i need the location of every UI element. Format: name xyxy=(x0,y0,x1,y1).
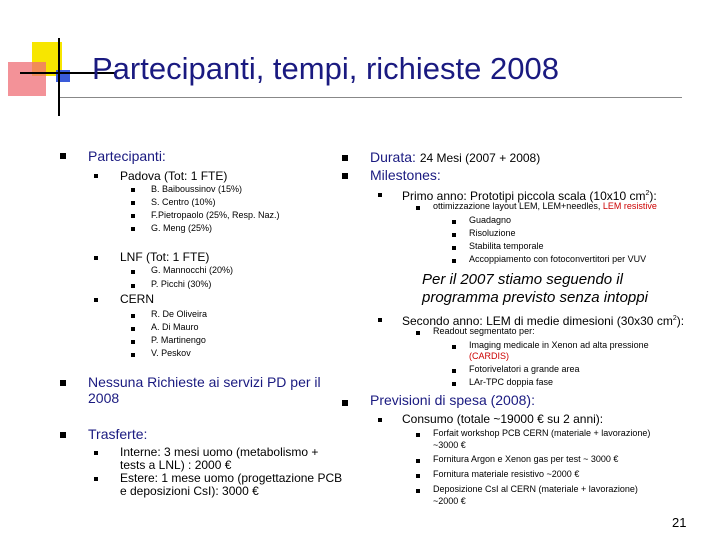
bullet-icon xyxy=(94,298,98,302)
trasferte-label: Trasferte: xyxy=(88,426,148,442)
group-cern-label: CERN xyxy=(120,292,155,306)
bullet-icon xyxy=(131,353,135,357)
primo-anno-sup: 2 xyxy=(645,190,650,197)
bullet-icon xyxy=(131,270,135,274)
trasferte-item2-line2: e deposizioni CsI): 3000 € xyxy=(120,484,259,498)
bullet-icon xyxy=(416,206,420,210)
bullet-icon xyxy=(378,418,382,422)
readout-item: LAr-TPC doppia fase xyxy=(469,377,554,387)
bullet-icon xyxy=(452,246,456,250)
bullet-icon xyxy=(342,400,348,406)
consumo-item4-line2: ~2000 € xyxy=(433,496,466,506)
member-name: F.Pietropaolo (25%, Resp. Naz.) xyxy=(151,210,280,220)
trasferte-item2-line1: Estere: 1 mese uomo (progettazione PCB xyxy=(120,471,343,485)
note-line1: Per il 2007 stiamo seguendo il xyxy=(422,271,623,288)
group-lnf-label: LNF (Tot: 1 FTE) xyxy=(120,250,210,264)
consumo-item1-line2: ~3000 € xyxy=(433,440,466,450)
trasferte-item1-line2: tests a LNL) : 2000 € xyxy=(120,458,232,472)
member-name: P. Martinengo xyxy=(151,335,206,345)
bullet-icon xyxy=(452,233,456,237)
bullet-icon xyxy=(452,382,456,386)
bullet-icon xyxy=(416,331,420,335)
trasferte-item1-line1: Interne: 3 mesi uomo (metabolismo + xyxy=(120,445,319,459)
bullet-icon xyxy=(94,174,98,178)
member-name: R. De Oliveira xyxy=(151,309,208,319)
consumo-item3: Fornitura materiale resistivo ~2000 € xyxy=(433,469,580,479)
bullet-icon xyxy=(131,314,135,318)
milestones-label: Milestones: xyxy=(370,167,441,183)
bullet-icon xyxy=(131,201,135,205)
bullet-icon xyxy=(94,451,98,455)
bullet-icon xyxy=(452,259,456,263)
bullet-icon xyxy=(416,489,420,493)
partecipanti-label: Partecipanti: xyxy=(88,148,166,164)
page-number: 21 xyxy=(672,515,687,530)
previsioni-label: Previsioni di spesa (2008): xyxy=(370,392,535,408)
bullet-icon xyxy=(416,459,420,463)
bullet-icon xyxy=(452,345,456,349)
readout-item xyxy=(469,340,689,362)
bullet-icon xyxy=(94,256,98,260)
member-name: G. Mannocchi (20%) xyxy=(151,265,234,275)
consumo-text: Consumo (totale ~19000 € su 2 anni): xyxy=(402,412,604,426)
title-underline xyxy=(60,97,682,98)
logo-vertical-line xyxy=(58,38,60,116)
ottimizzazione xyxy=(433,201,657,212)
member-name: V. Peskov xyxy=(151,348,191,358)
logo-red-square xyxy=(8,62,46,96)
bullet-icon xyxy=(60,432,66,438)
durata-label: Durata: xyxy=(370,149,416,165)
bullet-icon xyxy=(131,214,135,218)
bullet-icon xyxy=(60,380,66,386)
member-name: B. Baiboussinov (15%) xyxy=(151,184,243,194)
bullet-icon xyxy=(131,327,135,331)
bullet-icon xyxy=(452,369,456,373)
bullet-icon xyxy=(131,340,135,344)
bullet-icon xyxy=(378,193,382,197)
primo-anno-end: ): xyxy=(649,189,657,203)
consumo-item2: Fornitura Argon e Xenon gas per test ~ 3000 € xyxy=(433,454,619,464)
durata-value: 24 Mesi (2007 + 2008) xyxy=(419,151,541,165)
readout-item-text: Imaging medicale in Xenon ad alta pressione xyxy=(469,340,649,350)
readout-item: Fotorivelatori a grande area xyxy=(469,364,580,374)
secondo-anno-end: ): xyxy=(676,314,685,328)
member-name: P. Picchi (30%) xyxy=(151,279,212,289)
bullet-icon xyxy=(342,173,348,179)
secondo-anno-sup: 2 xyxy=(672,315,677,322)
group-padova-label: Padova (Tot: 1 FTE) xyxy=(120,169,228,183)
bullet-icon xyxy=(131,227,135,231)
bullet-icon xyxy=(416,433,420,437)
member-name: G. Meng (25%) xyxy=(151,223,213,233)
nessuna-line2: 2008 xyxy=(88,390,120,406)
consumo-item4-line1: Deposizione CsI al CERN (materiale + lavorazione) xyxy=(433,484,638,494)
member-name: S. Centro (10%) xyxy=(151,197,216,207)
nessuna-line1: Nessuna Richieste ai servizi PD per il xyxy=(88,374,321,390)
ottimizzazione-item: Accoppiamento con fotoconvertitori per VUV xyxy=(469,254,647,264)
bullet-icon xyxy=(378,318,382,322)
ottimizzazione-item: Stabilita temporale xyxy=(469,241,544,251)
bullet-icon xyxy=(131,188,135,192)
ottimizzazione-item: Risoluzione xyxy=(469,228,516,238)
readout-text: Readout segmentato per: xyxy=(433,326,535,336)
member-name: A. Di Mauro xyxy=(151,322,199,332)
primo-anno-text: Primo anno: Prototipi piccola scala (10x10 cm xyxy=(402,189,646,203)
note-line2: programma previsto senza intoppi xyxy=(422,289,648,306)
bullet-icon xyxy=(342,155,348,161)
bullet-icon xyxy=(452,220,456,224)
page-title: Partecipanti, tempi, richieste 2008 xyxy=(92,51,559,86)
ottimizzazione-text: ottimizzazione layout LEM, LEM+needles, xyxy=(433,201,601,211)
ottimizzazione-item: Guadagno xyxy=(469,215,512,225)
bullet-icon xyxy=(94,477,98,481)
readout-item-red: (CARDIS) xyxy=(469,351,509,361)
bullet-icon xyxy=(60,153,66,159)
ottimizzazione-red: LEM resistive xyxy=(602,201,657,211)
bullet-icon xyxy=(131,284,135,288)
secondo-anno-text: Secondo anno: LEM di medie dimesioni (30x30 cm xyxy=(402,314,673,328)
consumo-item1-line1: Forfait workshop PCB CERN (materiale + lavorazione) xyxy=(433,428,651,438)
durata-line xyxy=(370,149,540,167)
bullet-icon xyxy=(416,474,420,478)
